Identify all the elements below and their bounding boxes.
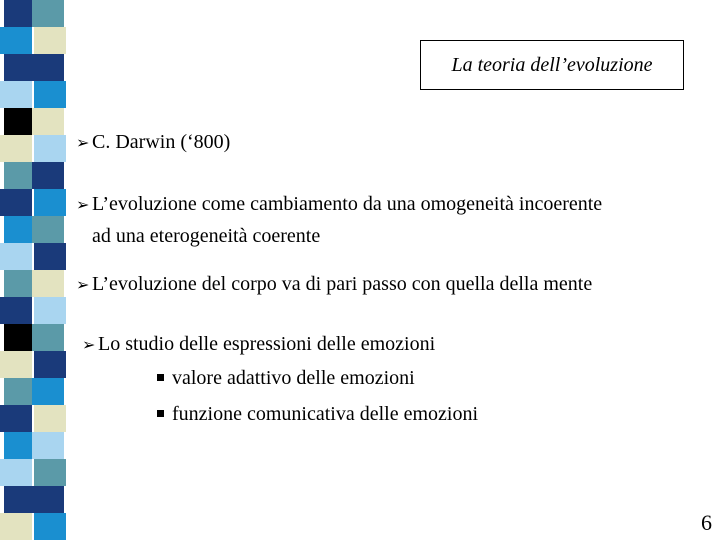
decorative-stripe	[0, 0, 70, 540]
stripe-block	[32, 324, 64, 351]
stripe-block	[34, 243, 66, 270]
stripe-block	[0, 189, 32, 216]
stripe-block	[32, 216, 64, 243]
stripe-block	[0, 351, 32, 378]
sub-bullet-text: funzione comunicativa delle emozioni	[172, 403, 478, 425]
bullet-text: L’evoluzione come cambiamento da una omogeneità incoerente	[92, 193, 603, 215]
stripe-block	[0, 405, 32, 432]
bullet-darwin	[76, 130, 230, 155]
sub-bullet-text: valore adattivo delle emozioni	[172, 367, 415, 389]
stripe-block	[32, 0, 64, 27]
bullet-evoluzione	[76, 192, 602, 217]
stripe-block	[0, 513, 32, 540]
arrow-bullet-icon: ➢	[76, 195, 90, 214]
slide-title-box	[420, 40, 684, 90]
stripe-block	[32, 378, 64, 405]
stripe-block	[0, 243, 32, 270]
stripe-block	[32, 486, 64, 513]
stripe-block	[34, 135, 66, 162]
stripe-block	[34, 405, 66, 432]
stripe-block	[32, 162, 64, 189]
stripe-block	[34, 513, 66, 540]
square-bullet-icon	[157, 410, 164, 417]
stripe-block	[0, 135, 32, 162]
stripe-block	[34, 81, 66, 108]
bullet-text: Lo studio delle espressioni delle emozioni	[98, 333, 436, 355]
arrow-bullet-icon: ➢	[76, 275, 90, 294]
page-number: 6	[701, 510, 712, 535]
bullet-studio	[82, 332, 435, 357]
stripe-block	[32, 108, 64, 135]
arrow-bullet-icon: ➢	[76, 133, 90, 152]
slide-title: La teoria dell’evoluzione	[451, 53, 653, 76]
bullet-text: L’evoluzione del corpo va di pari passo con quella della mente	[92, 273, 593, 295]
square-bullet-icon	[157, 374, 164, 381]
bullet-corpo-mente	[76, 272, 592, 297]
stripe-block	[34, 297, 66, 324]
stripe-block	[0, 81, 32, 108]
sub-bullet-valore	[157, 366, 415, 390]
arrow-bullet-icon: ➢	[82, 335, 96, 354]
bullet-evoluzione-cont	[92, 224, 320, 248]
stripe-block	[34, 351, 66, 378]
bullet-text: ad una eterogeneità coerente	[92, 225, 321, 247]
stripe-block	[0, 27, 32, 54]
sub-bullet-funzione	[157, 402, 478, 426]
stripe-block	[32, 270, 64, 297]
stripe-block	[32, 54, 64, 81]
stripe-block	[0, 459, 32, 486]
stripe-block	[32, 432, 64, 459]
stripe-block	[0, 297, 32, 324]
stripe-block	[34, 189, 66, 216]
bullet-text: C. Darwin (‘800)	[92, 131, 231, 153]
stripe-block	[34, 27, 66, 54]
stripe-block	[34, 459, 66, 486]
